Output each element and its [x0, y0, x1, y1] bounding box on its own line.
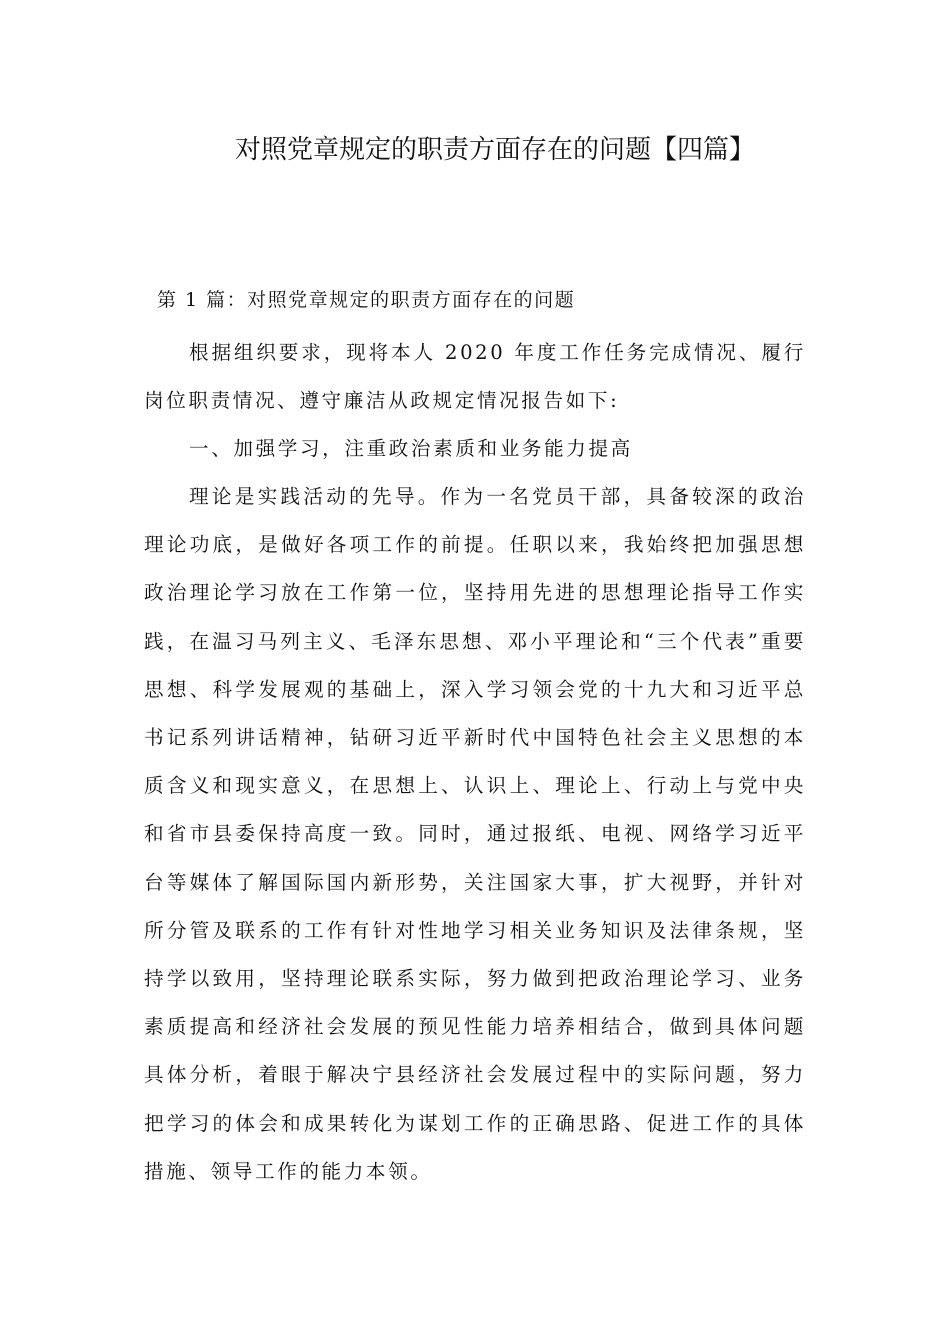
intro-paragraph: 根据组织要求，现将本人 2020 年度工作任务完成情况、履行岗位职责情况、遵守廉洁从政规定情况报告如下: — [144, 341, 806, 413]
body-paragraph: 理论是实践活动的先导。作为一名党员干部，具备较深的政治理论功底，是做好各项工作的前提。任职以来，我始终把加强思想政治理论学习放在工作第一位，坚持用先进的思想理论指导工作实践，在温习马列主义、毛泽东思想、邓小平理论和“三个代表”重要思想、科学发展观的基础上，深入学习领会党的十九大和习近平总书记系列讲话精神，钻研习近平新时代中国特色社会主义思想的本质含义和现实意义，在思想上、认识上、理论上、行动上与党中央和省市县委保持高度一致。同时，通过报纸、电视、网络学习近平台等媒体了解国际国内新形势，关注国家大事，扩大视野，并针对所分管及联系的工作有针对性地学习相关业务知识及法律条规，坚持学以致用，坚持理论联系实际，努力做到把政治理论学习、业务素质提高和经济社会发展的预见性能力培养相结合，做到具体问题具体分析，着眼于解决宁县经济社会发展过程中的实际问题，努力把学习的体会和成果转化为谋划工作的正确思路、促进工作的具体措施、领导工作的能力本领。 — [144, 485, 806, 1183]
article-heading: 第 1 篇：对照党章规定的职责方面存在的问题 — [157, 289, 576, 311]
document-title: 对照党章规定的职责方面存在的问题【四篇】 — [234, 135, 755, 165]
section-heading: 一、加强学习，注重政治素质和业务能力提高 — [189, 437, 633, 460]
